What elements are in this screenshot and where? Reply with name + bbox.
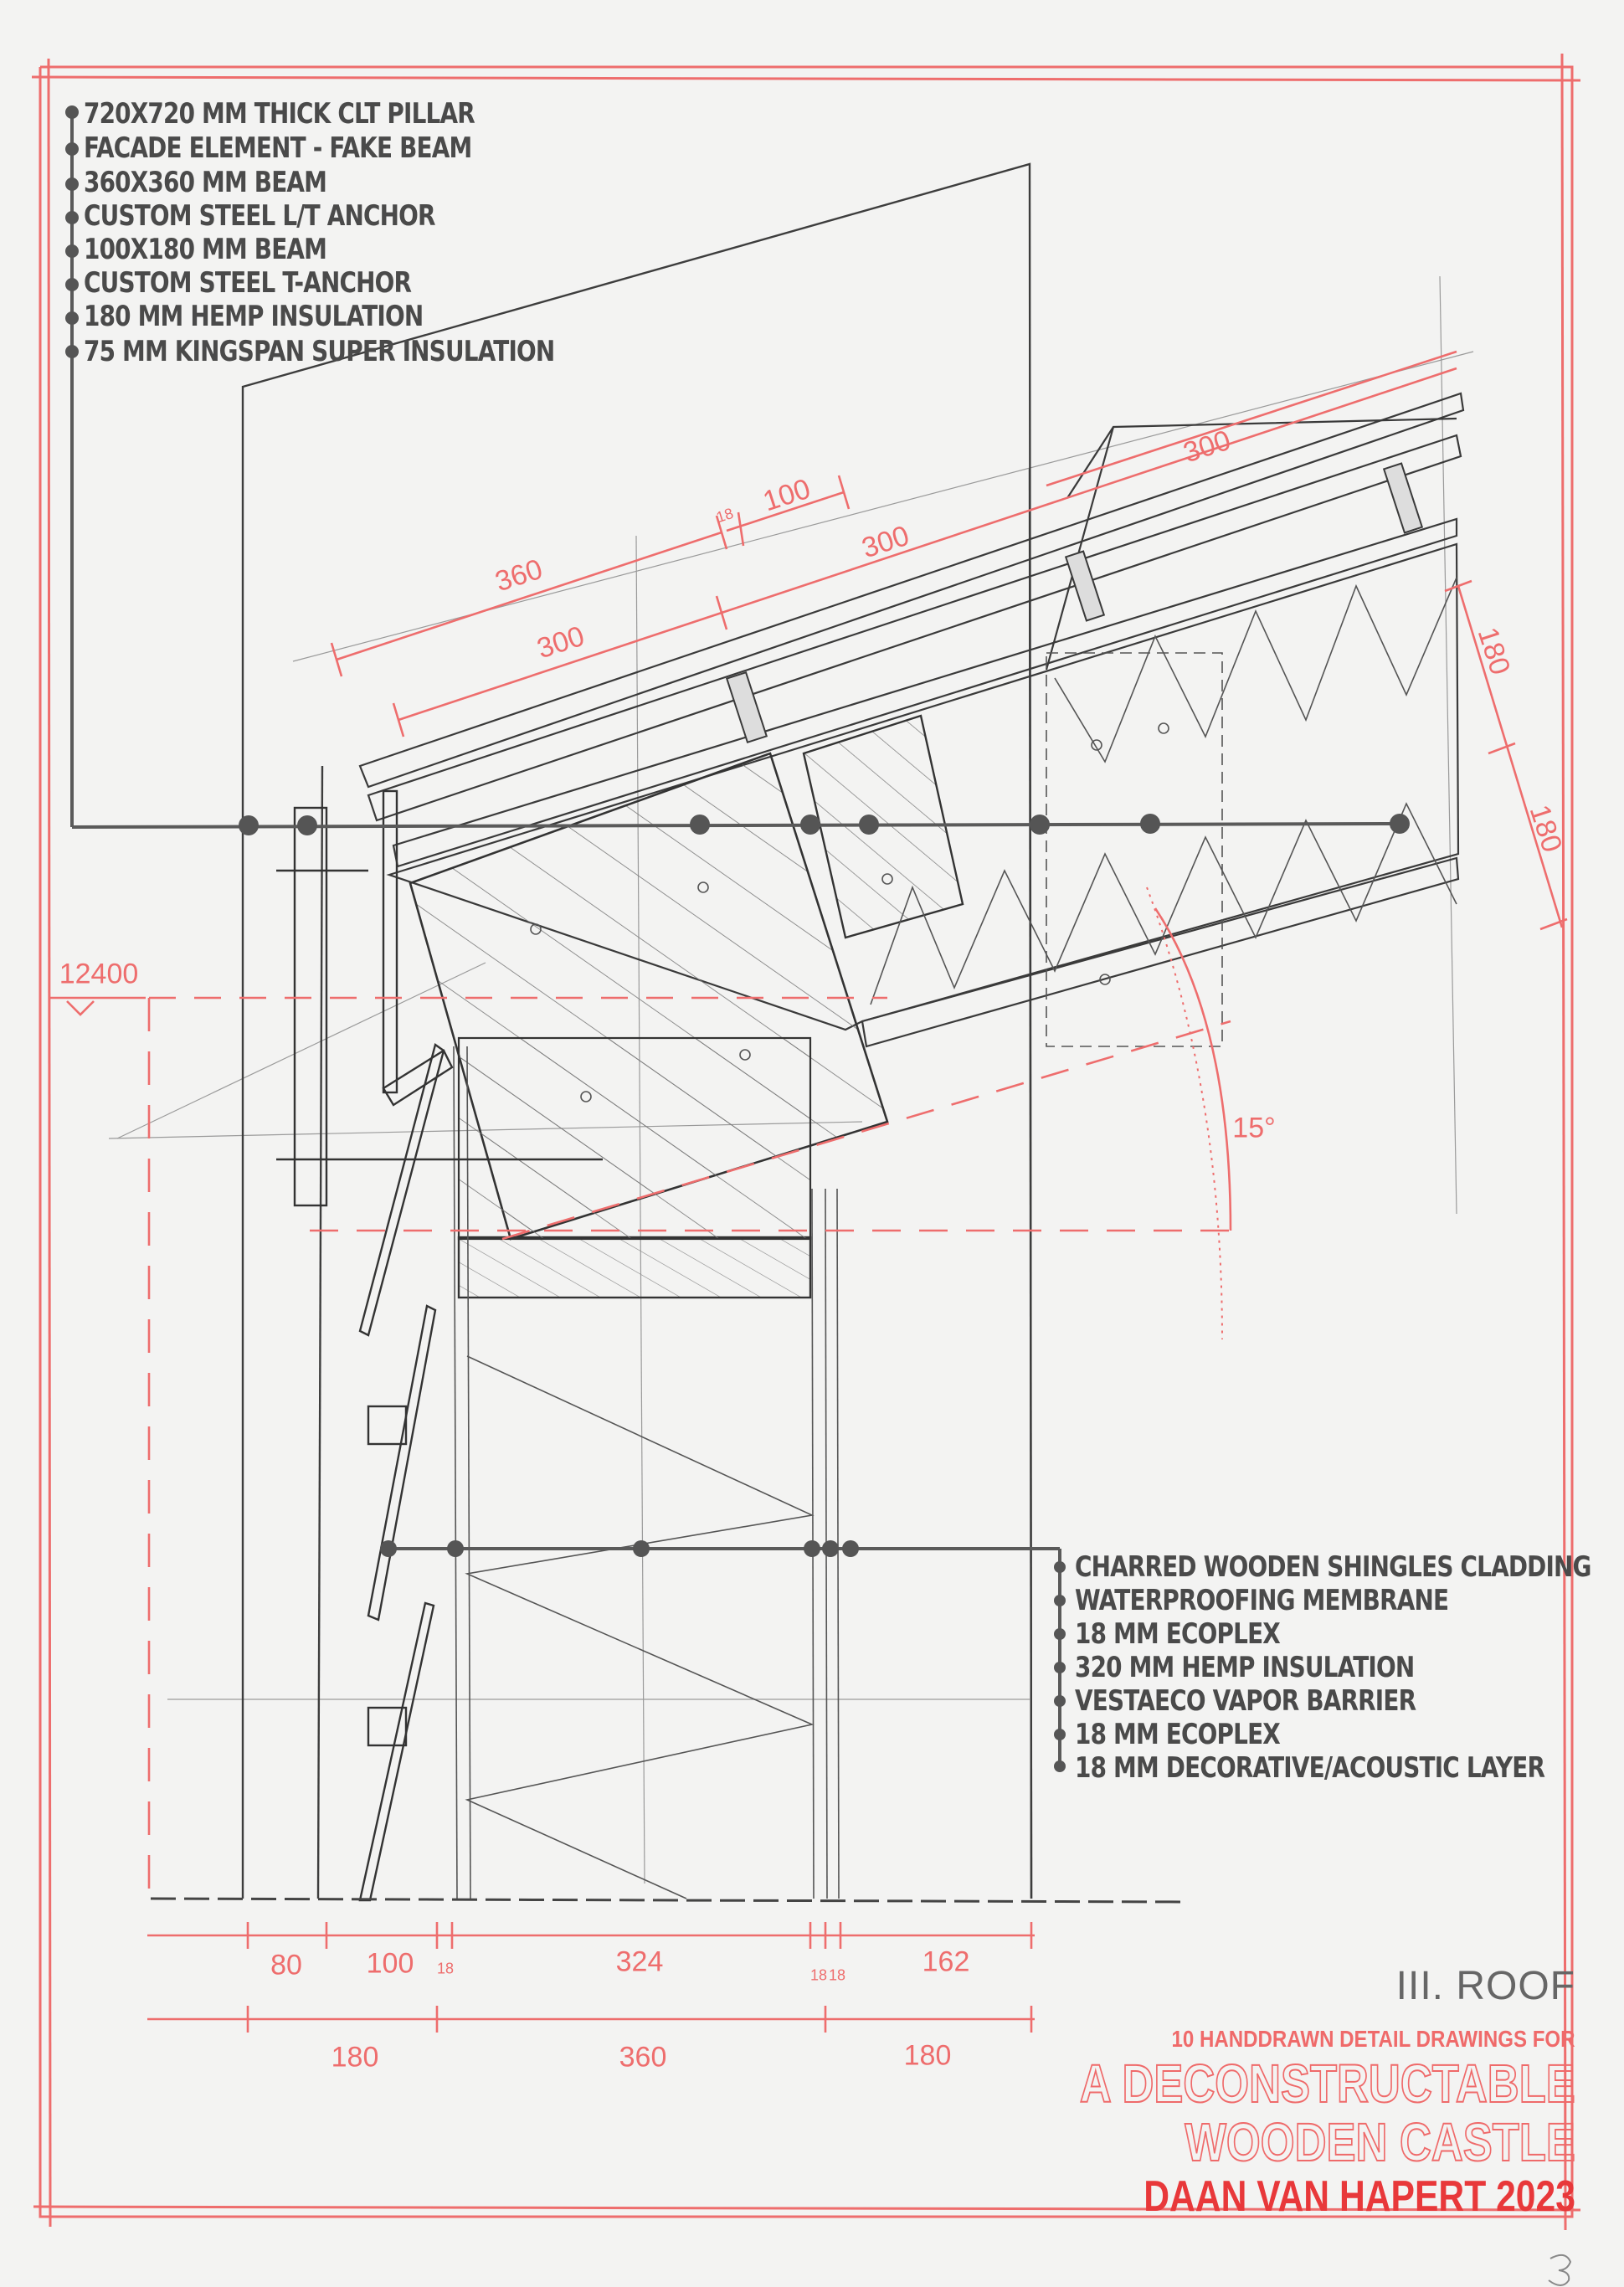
label-ecoplex-2: 18 MM ECOPLEX	[1075, 1718, 1280, 1751]
label-clt-pillar: 720X720 MM THICK CLT PILLAR	[84, 97, 475, 131]
dim-bottom-100: 100	[366, 1947, 414, 1980]
label-steel-lt-anchor: CUSTOM STEEL L/T ANCHOR	[84, 199, 435, 233]
label-vapor-barrier: VESTAECO VAPOR BARRIER	[1075, 1684, 1416, 1718]
label-kingspan: 75 MM KINGSPAN SUPER INSULATION	[84, 335, 555, 368]
dim-bottom2-180-b: 180	[903, 2039, 952, 2072]
project-title-line2: WOODEN CASTLE	[1185, 2112, 1575, 2172]
dim-bottom-80: 80	[270, 1949, 302, 1981]
label-shingles: CHARRED WOODEN SHINGLES CLADDING	[1075, 1550, 1591, 1584]
angle-guide	[1147, 887, 1222, 1339]
label-facade-element: FACADE ELEMENT - FAKE BEAM	[84, 131, 472, 165]
label-acoustic-layer: 18 MM DECORATIVE/ACOUSTIC LAYER	[1075, 1751, 1545, 1785]
label-steel-t-anchor: CUSTOM STEEL T-ANCHOR	[84, 266, 412, 300]
page-number-mark	[1549, 2255, 1570, 2285]
dim-roof-360: 360	[491, 552, 547, 599]
author-credit: DAAN VAN HAPERT 2023	[1143, 2172, 1575, 2221]
dim-bottom2-360: 360	[619, 2041, 667, 2074]
dim-roof-300-b: 300	[857, 519, 913, 565]
dim-bottom-162: 162	[922, 1945, 970, 1978]
dim-roof-18: 18	[714, 504, 736, 527]
dim-bottom-18-b: 18	[809, 1966, 828, 1984]
roof-insulation-truss	[871, 578, 1457, 1046]
section-title: III. ROOF	[1395, 1964, 1575, 2008]
dim-right-180-a: 180	[1471, 623, 1517, 679]
shingle-fixings	[727, 464, 1422, 743]
level-label: 12400	[59, 958, 139, 990]
label-beam-360: 360X360 MM BEAM	[84, 166, 327, 199]
dim-roof-100: 100	[758, 472, 815, 518]
angle-label: 15°	[1232, 1112, 1276, 1144]
label-ecoplex-1: 18 MM ECOPLEX	[1075, 1617, 1280, 1651]
series-subtitle: 10 HANDDRAWN DETAIL DRAWINGS FOR	[1171, 2026, 1575, 2052]
dim-bottom-324: 324	[615, 1945, 664, 1978]
lower-beam	[459, 1038, 810, 1298]
label-hemp-320: 320 MM HEMP INSULATION	[1075, 1651, 1415, 1684]
dim-bottom-18-a: 18	[436, 1960, 455, 1977]
ground-line	[151, 1899, 1189, 1902]
label-hemp-180: 180 MM HEMP INSULATION	[84, 300, 424, 333]
dim-right-180-b: 180	[1523, 800, 1569, 856]
dim-roof-300-a: 300	[532, 619, 588, 666]
label-waterproofing: WATERPROOFING MEMBRANE	[1075, 1584, 1449, 1617]
dim-roof-300-c: 300	[1179, 424, 1235, 470]
dim-bottom-18-c: 18	[828, 1966, 846, 1984]
project-title-line1: A DECONSTRUCTABLE	[1080, 2053, 1575, 2114]
label-beam-100x180: 100X180 MM BEAM	[84, 233, 327, 266]
dim-bottom2-180-a: 180	[331, 2041, 379, 2074]
